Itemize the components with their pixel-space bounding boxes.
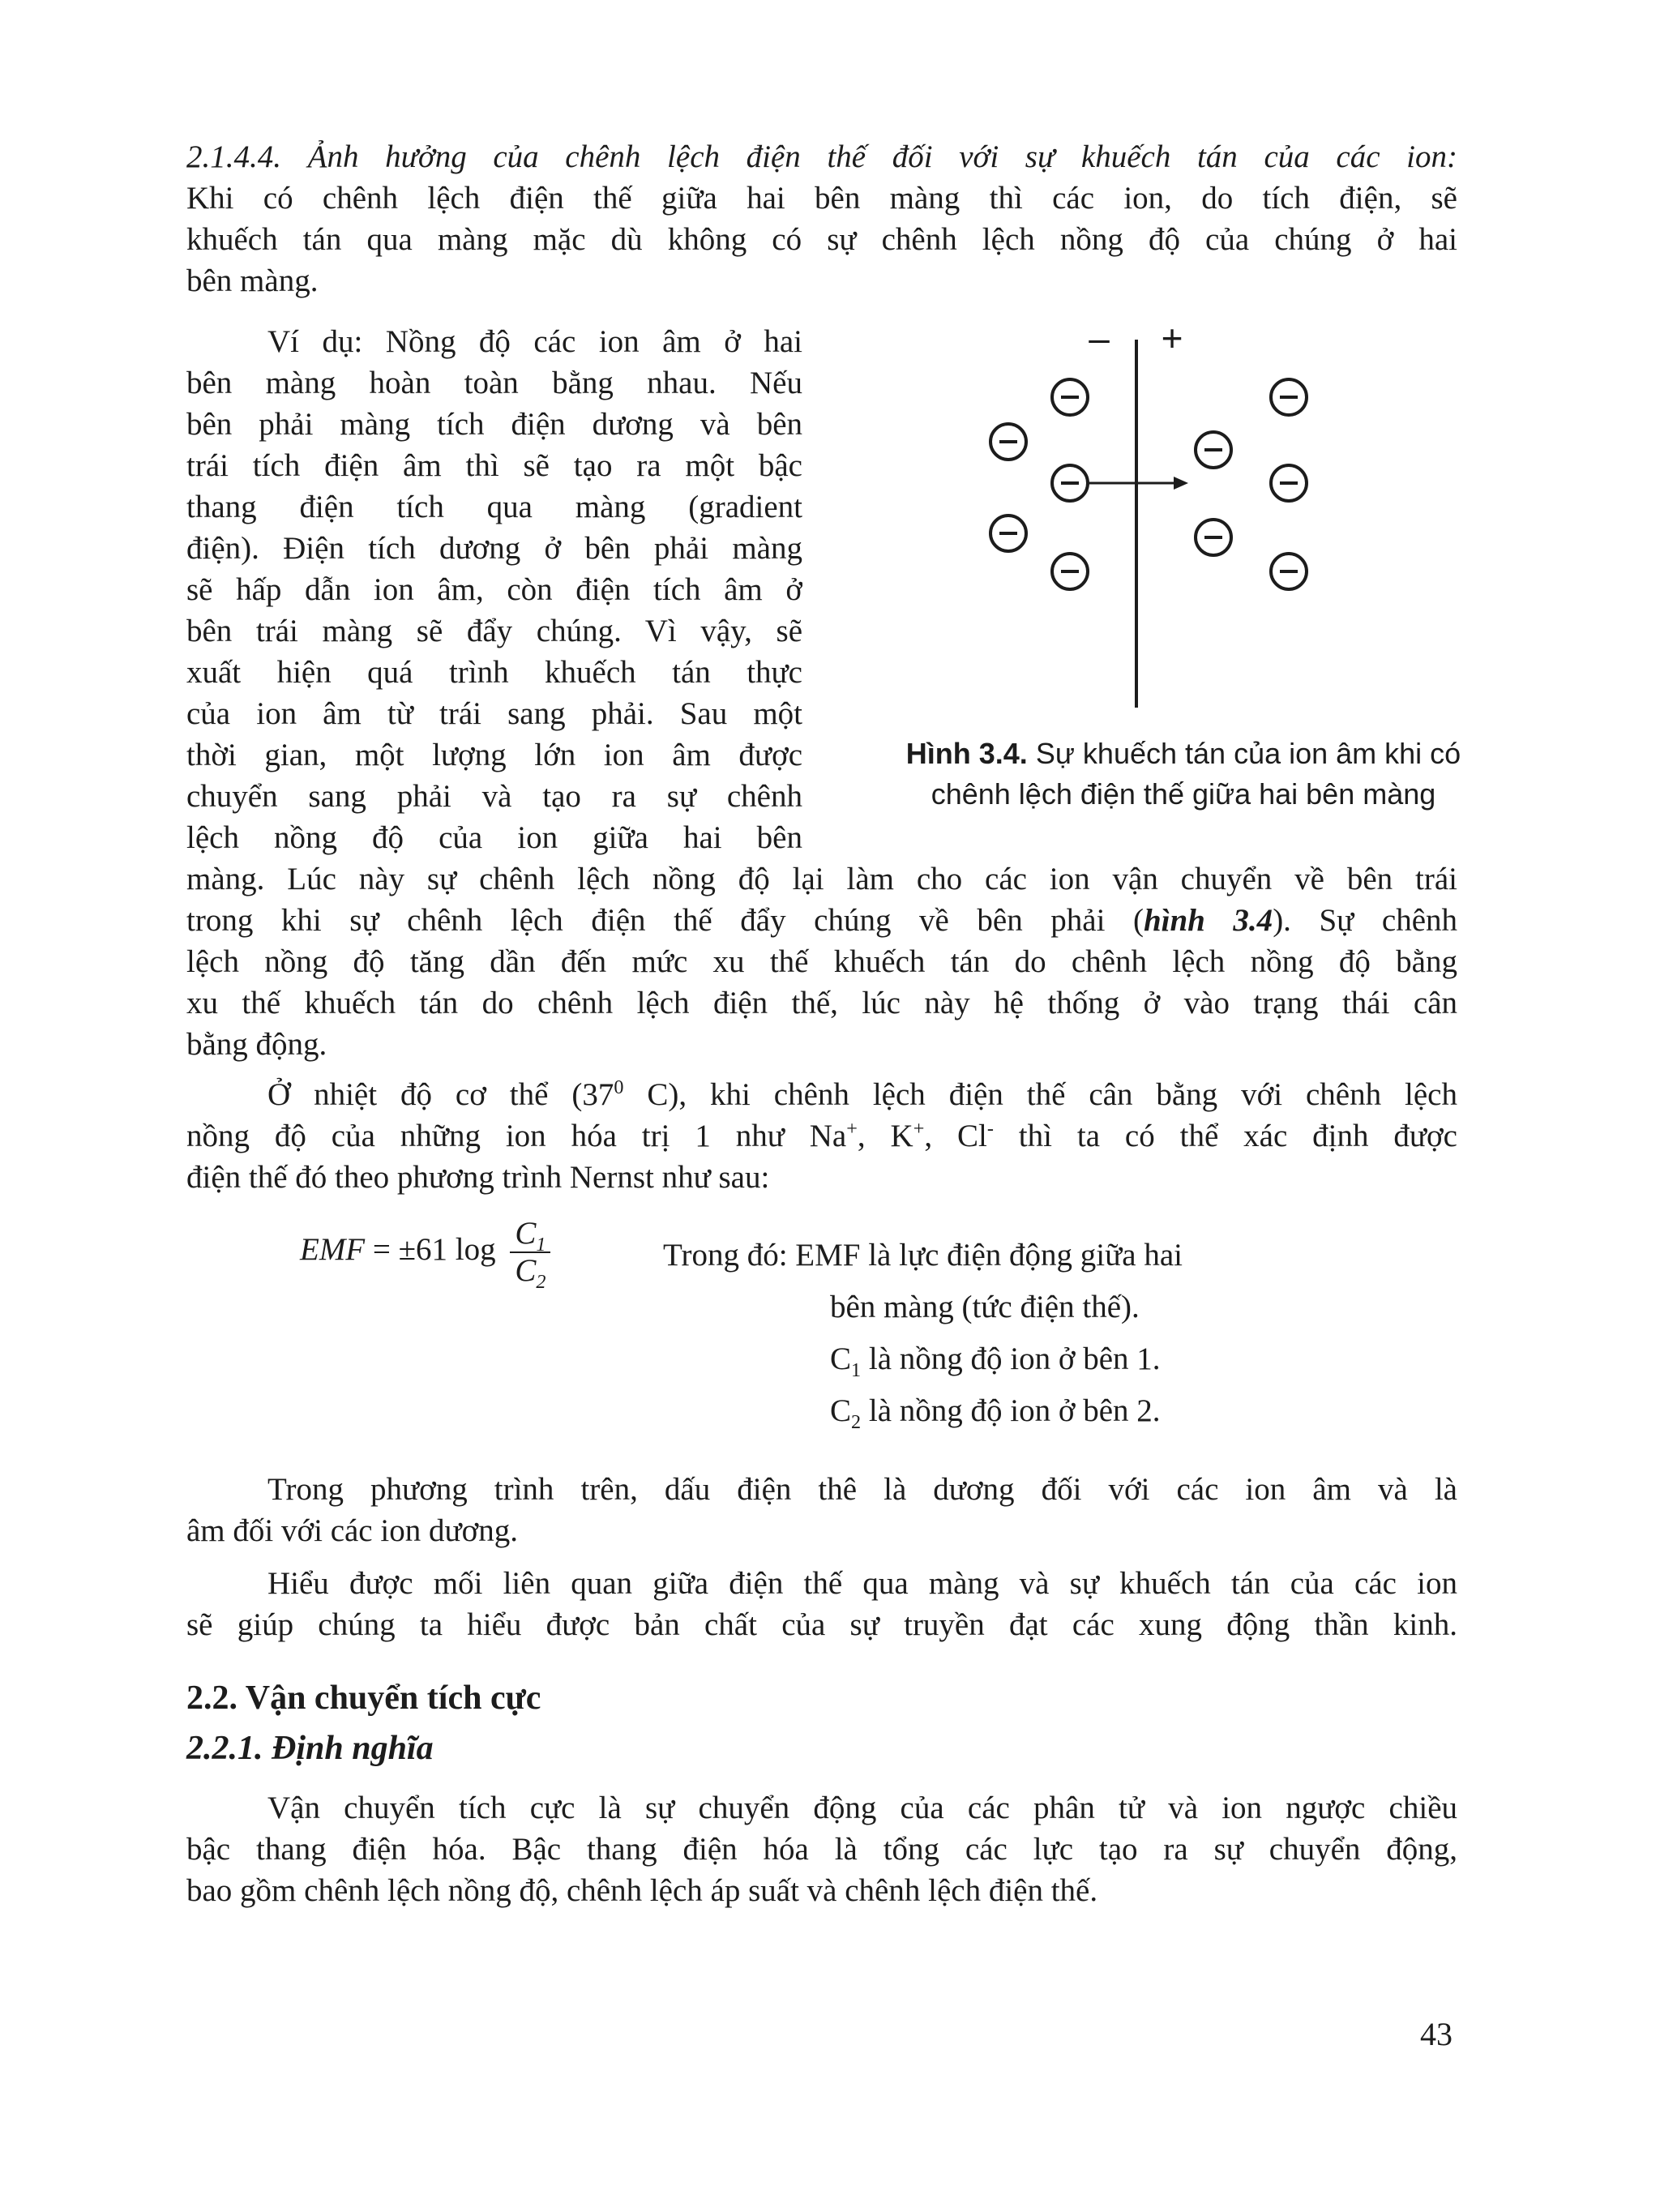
figure-caption-text: Sự khuếch tán của ion âm khi có [1027,737,1461,770]
anion-icon [1271,379,1307,415]
text-line: $C_2$ là nồng độ ion ở bên 2. [830,1393,1161,1433]
text-line: $C_1$ là nồng độ ion ở bên 1. [830,1341,1161,1381]
anion-icon [1196,520,1231,555]
section-2144 [186,136,1457,302]
understand-paragraph [186,1563,1457,1645]
anion-icon [1271,554,1307,589]
text-line: Ở nhiệt độ cơ thể ($37^0$ C), khi chênh lệch điện thế cân bằng với chênh lệch [267,1076,1457,1112]
text-line: lệch nồng độ của ion giữa hai bên [186,820,802,855]
figure-reference: hình 3.4 [1143,903,1273,938]
anion-icon [1052,554,1088,589]
text-line: thang điện tích qua màng (gradient [186,490,802,524]
minus-sign: – [1089,320,1110,359]
figure-caption-label: Hình 3.4. [905,737,1028,770]
text-line: của ion âm từ trái sang phải. Sau một [186,696,802,731]
anion-icon [1052,379,1088,415]
example-continuation [186,858,1457,1065]
text-line: lệch nồng độ tăng dần đến mức xu thế khuếch tán do chênh lệch nồng độ bằng [186,944,1457,979]
section-22-heading: 2.2. Vận chuyển tích cực [186,1679,541,1717]
text-line: thời gian, một lượng lớn ion âm được [186,738,802,772]
text-line: xuất hiện quá trình khuếch tán thực [186,655,802,690]
diffusion-arrow-head [1174,477,1188,490]
sign-note [186,1469,1457,1551]
text-line: nồng độ của những ion hóa trị 1 như Na+, K+, Cl- thì ta có thể xác định được [186,1118,1457,1153]
text-line: Ví dụ: Nồng độ các ion âm ở hai [267,324,802,359]
example-paragraph [186,321,802,858]
text-line: Vận chuyển tích cực là sự chuyển động của các phân tử và ion ngược chiều [267,1791,1457,1825]
text-line: điện thế đó theo phương trình Nernst như sau: [186,1160,770,1195]
text-line: màng. Lúc này sự chênh lệch nồng độ lại làm cho các ion vận chuyển về bên trái [186,862,1457,896]
anion-icon [1196,432,1231,468]
anion-icon [990,516,1026,551]
equation-rhs: = ±61 log [365,1231,496,1267]
page-number: 43 [1420,2016,1452,2052]
text-line: bên trái màng sẽ đẩy chúng. Vì vậy, sẽ [186,614,802,648]
text-line: trái tích điện âm thì sẽ tạo ra một bậc [186,448,802,483]
text-line: trong khi sự chênh lệch điện thế đẩy chúng về bên phải (hình 3.4). Sự chênh [186,903,1457,938]
section-2144-heading: 2.1.4.4. Ảnh hưởng của chênh lệch điện thế đối với sự khuếch tán của các ion: [186,139,1457,174]
text-line: sẽ hấp dẫn ion âm, còn điện tích âm ở [186,572,802,607]
equation-lhs: EMF [300,1231,366,1267]
anion-icon [1052,465,1088,501]
text-line: bên phải màng tích điện dương và bên [186,407,802,442]
text-line: sẽ giúp chúng ta hiểu được bản chất của sự truyền đạt các xung động thần kinh. [186,1607,1457,1642]
equation-fraction: $\frac{C_1}{C_2}$ [510,1216,550,1289]
figure-caption [859,734,1508,815]
figure-caption-text-2: chênh lệch điện thế giữa hai bên màng [931,777,1436,811]
text-line: Khi có chênh lệch điện thế giữa hai bên màng thì các ion, do tích điện, sẽ [186,181,1457,216]
membrane-diagram [965,320,1346,717]
text-line: bên màng (tức điện thế). [830,1290,1140,1324]
section-221-paragraph [186,1787,1457,1911]
text-line: bên màng. [186,263,319,298]
text-line: chuyển sang phải và tạo ra sự chênh [186,779,802,814]
section-221-heading: 2.2.1. Định nghĩa [186,1730,434,1767]
text-line: bậc thang điện hóa. Bậc thang điện hóa là tổng các lực tạo ra sự chuyển động, [186,1832,1457,1867]
equation-legend [663,1234,1474,1442]
text-line: bên màng hoàn toàn bằng nhau. Nếu [186,366,802,400]
text-line: bao gồm chênh lệch nồng độ, chênh lệch áp suất và chênh lệch điện thế. [186,1873,1098,1908]
text-line: xu thế khuếch tán do chênh lệch điện thế, lúc này hệ thống ở vào trạng thái cân [186,986,1457,1020]
text-line: khuếch tán qua màng mặc dù không có sự chênh lệch nồng độ của chúng ở hai [186,222,1457,257]
text-line: bằng động. [186,1027,327,1062]
nernst-equation [300,1216,550,1293]
anion-icon [1271,465,1307,501]
plus-sign: + [1161,320,1183,359]
nernst-intro [186,1074,1457,1198]
anion-icon [990,424,1026,460]
text-line: Trong phương trình trên, dấu điện thê là dương đối với các ion âm và là [267,1472,1457,1507]
text-line: Hiểu được mối liên quan giữa điện thế qua màng và sự khuếch tán của các ion [267,1566,1457,1601]
text-line: Trong đó: EMF là lực điện động giữa hai [663,1238,1183,1273]
text-line: âm đối với các ion dương. [186,1513,518,1548]
text-line: điện). Điện tích dương ở bên phải màng [186,531,802,566]
